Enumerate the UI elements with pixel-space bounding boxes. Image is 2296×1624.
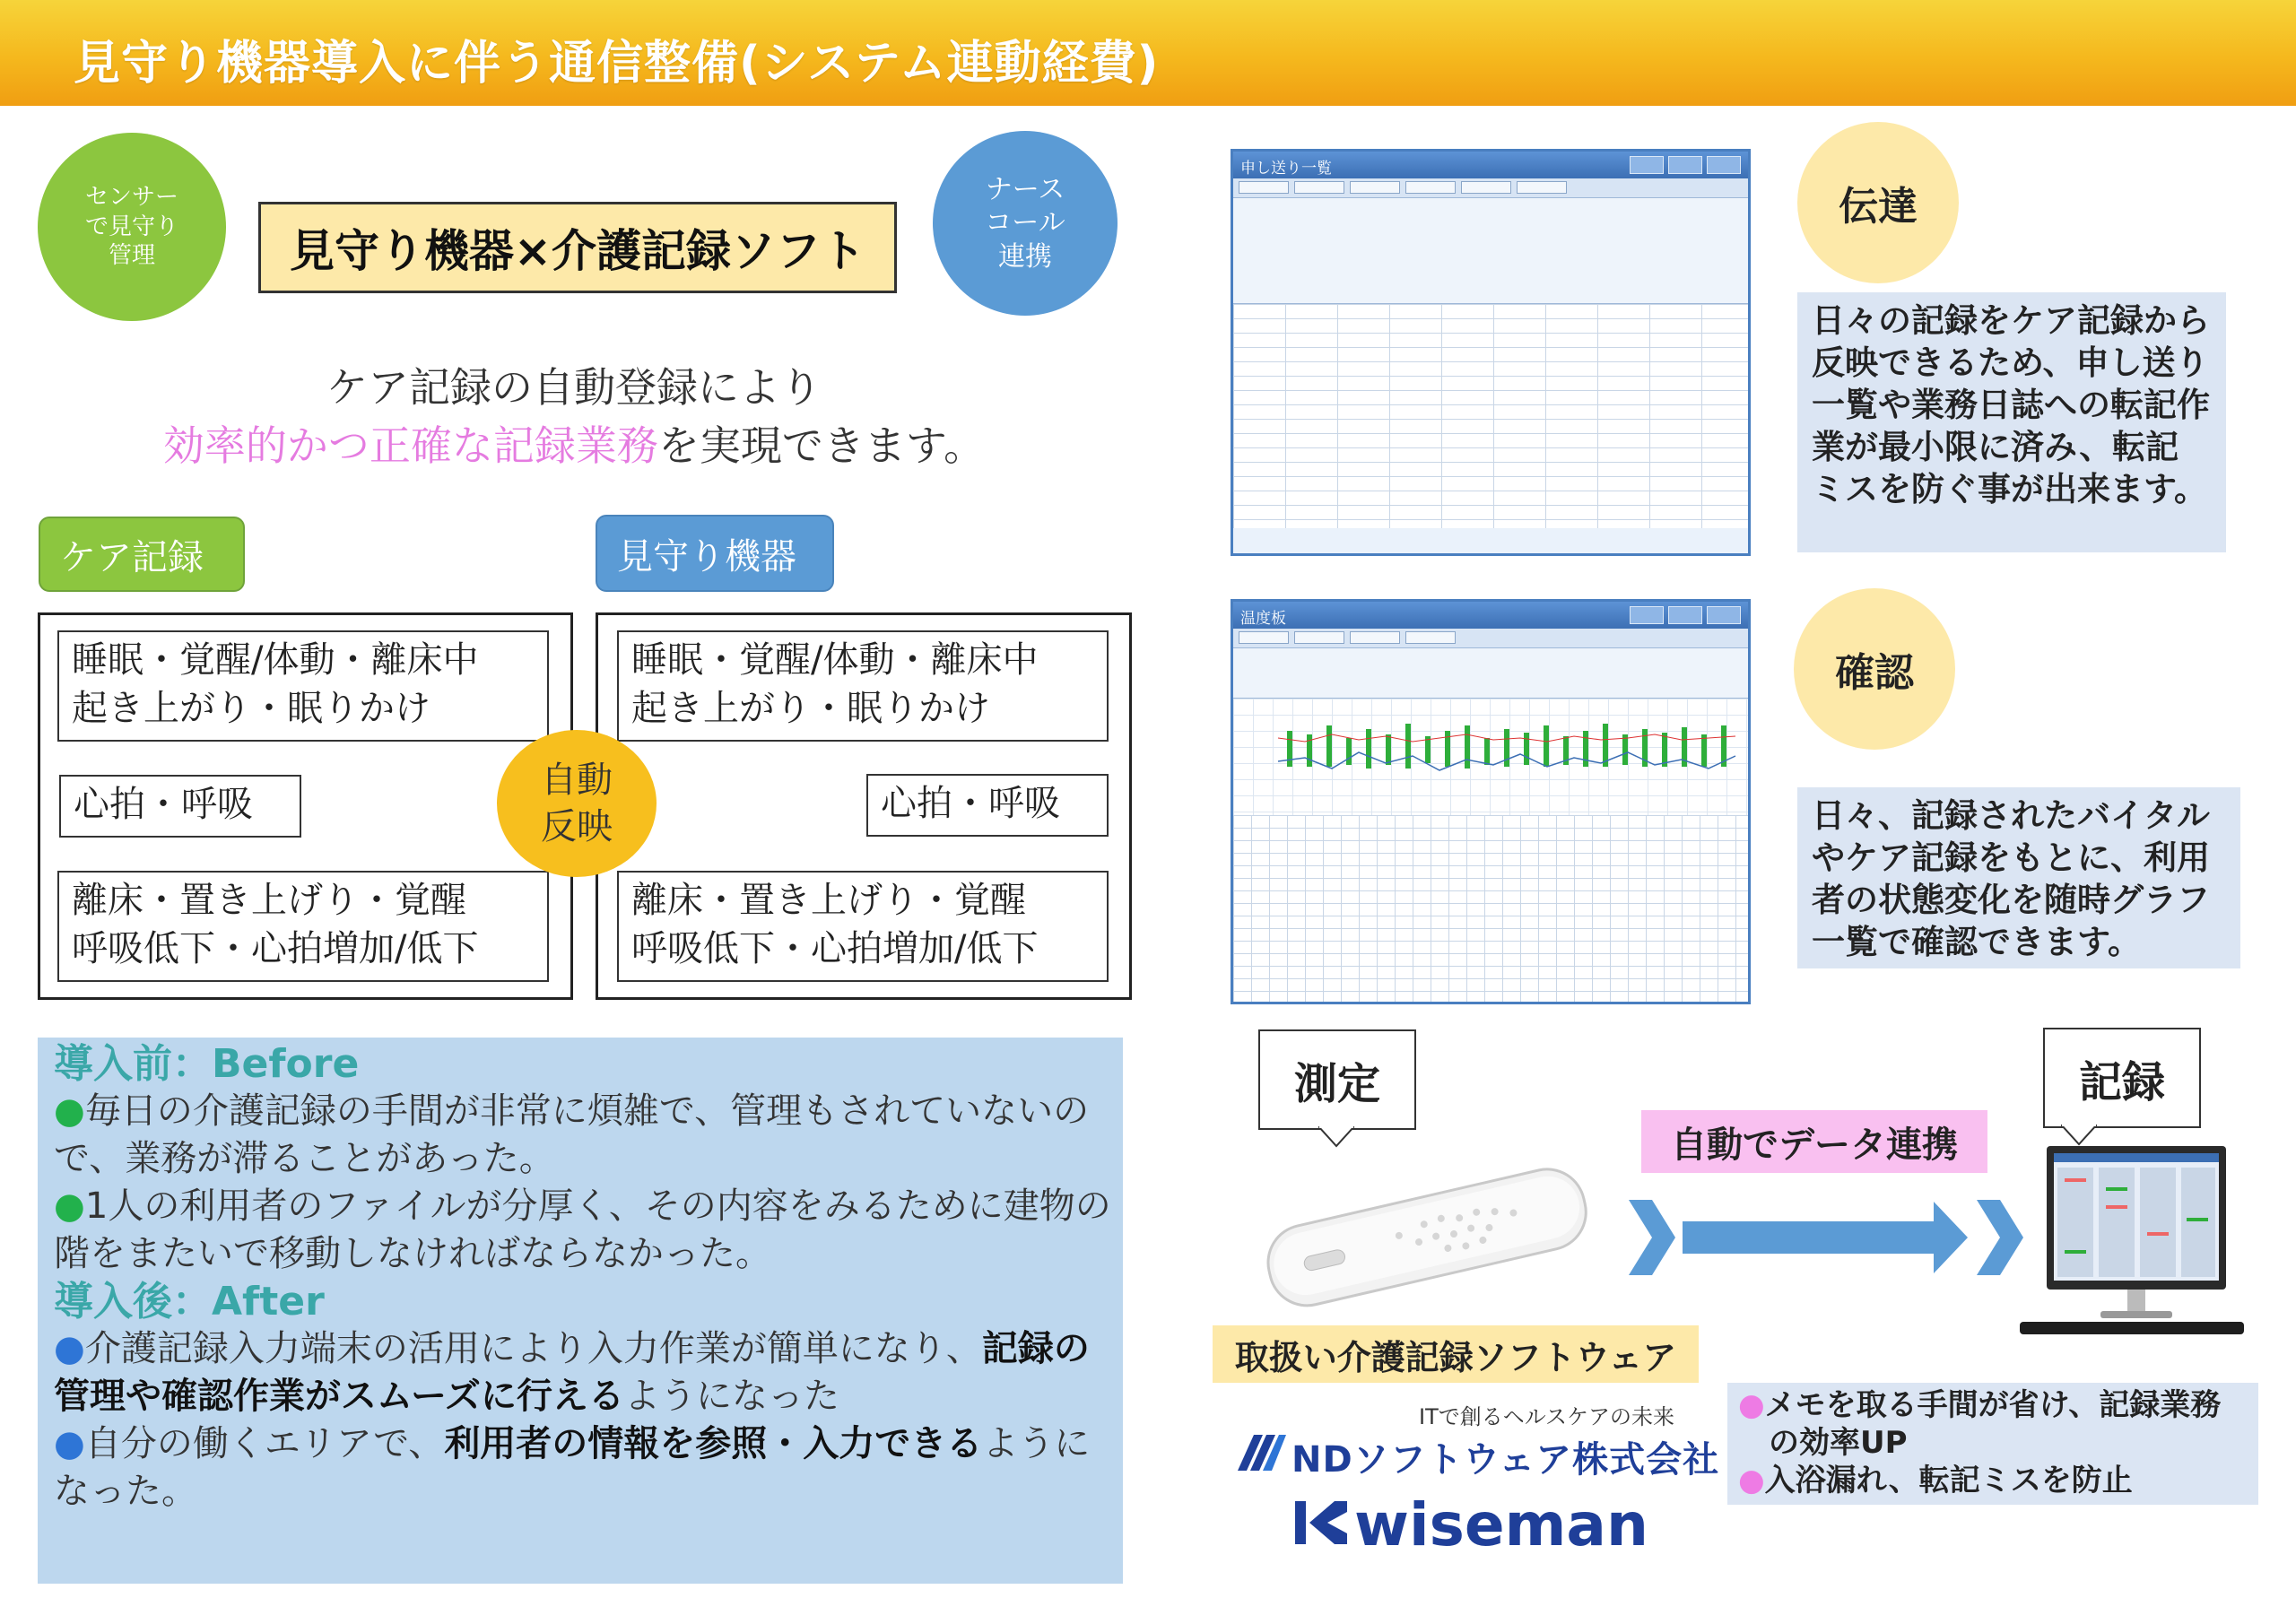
- right-item-sleep-state: [617, 630, 1109, 742]
- intro-line1: ケア記録の自動登録により: [326, 363, 822, 412]
- before-text-1: 毎日の介護記録の手間が非常に煩雑で、管理もされていないので、業務が滞ることがあった。: [54, 1090, 1090, 1179]
- nurse-call-circle: ナース コール 連携: [933, 131, 1118, 316]
- after-bullet-2: [54, 1420, 1112, 1515]
- right-item3-line1: 離床・置き上げり・覚醒: [631, 880, 1026, 921]
- nd-logo-icon: [1238, 1431, 1286, 1472]
- nd-software-company: NDソフトウェア株式会社: [1292, 1439, 1720, 1481]
- after-text-2b: 利用者の情報を参照・入力できる: [444, 1423, 983, 1464]
- intro-highlight: 効率的かつ正確な記録業務: [162, 421, 658, 471]
- before-text-2: 1人の利用者のファイルが分厚く、その内容をみるために建物の階をまたいで移動しなければならなかった。: [54, 1185, 1111, 1274]
- handover-list-screenshot: [1231, 149, 1751, 556]
- blue-bullet-icon: ●: [54, 1328, 85, 1369]
- transmit-description: 日々の記録をケア記録から反映できるため、申し送り一覧や業務日誌への転記作業が最小限に済み、転記ミスを防ぐ事が出来ます。: [1797, 292, 2226, 552]
- intro-text: [54, 359, 1094, 476]
- vitals-graph: [1233, 699, 1748, 815]
- screenshot-grid: [1233, 304, 1748, 528]
- transmit-circle: 伝達: [1797, 122, 1959, 283]
- before-after-content: [54, 1040, 1112, 1515]
- memo-line1: [1738, 1386, 2248, 1424]
- after-text-2c: ようになった。: [54, 1423, 1091, 1512]
- before-heading: 導入前：Before: [54, 1041, 360, 1087]
- data-link-arrow-icon: [1629, 1193, 2023, 1282]
- screenshot-form: [1233, 648, 1748, 699]
- software-label: 取扱い介護記録ソフトウェア: [1213, 1325, 1699, 1383]
- after-heading: 導入後：After: [54, 1279, 325, 1324]
- confirm-description: 日々、記録されたバイタルやケア記録をもとに、利用者の状態変化を随時グラフ一覧で確認できます。: [1797, 787, 2240, 968]
- memo-text-3: 入浴漏れ、転記ミスを防止: [1764, 1463, 2133, 1498]
- screenshot-toolbar: [1233, 178, 1748, 198]
- window-buttons: [1630, 606, 1741, 624]
- temperature-board-screenshot: [1231, 599, 1751, 1004]
- after-text-1b: 記録の管理や確認作業がスムーズに行える: [54, 1328, 1090, 1417]
- benefits-memo: [1727, 1383, 2258, 1505]
- care-record-tab: ケア記録: [39, 517, 245, 592]
- green-bullet-icon: ●: [54, 1185, 85, 1227]
- confirm-circle: 確認: [1794, 588, 1955, 750]
- record-callout: 記録: [2043, 1028, 2201, 1128]
- after-bullet-1: [54, 1325, 1112, 1420]
- memo-line2: の効率UP: [1769, 1425, 1908, 1461]
- vitals-table: [1233, 815, 1748, 1004]
- screenshot1-title: 申し送り一覧: [1240, 160, 1332, 178]
- main-title-box: 見守り機器×介護記録ソフト: [258, 202, 897, 293]
- sensor-pad-icon: [1247, 1152, 1605, 1314]
- left-item-sleep-state: [57, 630, 549, 742]
- left-item-alerts: [57, 871, 549, 982]
- vitals-graph-svg: [1233, 699, 1748, 815]
- monitoring-device-tab: 見守り機器: [596, 515, 834, 592]
- after-text-2a: 自分の働くエリアで、: [84, 1423, 445, 1464]
- window-buttons: [1630, 156, 1741, 174]
- screenshot-title-bar: [1233, 602, 1748, 629]
- green-bullet-icon: ●: [54, 1090, 85, 1132]
- right-item1-line1: 睡眠・覚醒/体動・離床中: [631, 639, 1039, 681]
- auto-reflect-circle: 自動 反映: [497, 730, 657, 877]
- left-item3-line2: 呼吸低下・心拍増加/低下: [72, 928, 479, 969]
- left-item1-line2: 起き上がり・眠りかけ: [72, 688, 430, 729]
- right-item-alerts: [617, 871, 1109, 982]
- auto-data-link-label: 自動でデータ連携: [1641, 1110, 1987, 1173]
- sensor-circle: センサー で見守り 管理: [38, 133, 226, 321]
- after-text-1c: ようになった: [624, 1376, 839, 1417]
- pink-bullet-icon: ●: [1738, 1463, 1765, 1498]
- left-item-vitals: 心拍・呼吸: [59, 775, 301, 838]
- screenshot-form: [1233, 198, 1748, 304]
- memo-line3: [1738, 1462, 2248, 1499]
- left-item1-line1: 睡眠・覚醒/体動・離床中: [72, 639, 479, 681]
- intro-line2-rest: を実現できます。: [657, 421, 986, 471]
- screenshot2-title: 温度板: [1240, 610, 1286, 628]
- right-item1-line2: 起き上がり・眠りかけ: [631, 688, 990, 729]
- nd-tagline: ITで創るヘルスケアの未来: [1419, 1404, 1675, 1429]
- left-item3-line1: 離床・置き上げり・覚醒: [72, 880, 466, 921]
- screenshot-toolbar: [1233, 629, 1748, 648]
- page-title: 見守り機器導入に伴う通信整備(システム連動経費): [74, 37, 1160, 91]
- computer-monitor-icon: [2020, 1142, 2253, 1340]
- before-bullet-2: [54, 1183, 1112, 1278]
- pink-bullet-icon: ●: [1738, 1387, 1765, 1423]
- intro-line2: [54, 417, 1094, 475]
- wiseman-logo-icon: [1295, 1498, 1349, 1548]
- after-text-1a: 介護記録入力端末の活用により入力作業が簡単になり、: [84, 1328, 982, 1369]
- measure-callout: 測定: [1258, 1029, 1416, 1130]
- memo-text-1: メモを取る手間が省け、記録業務: [1764, 1387, 2222, 1423]
- before-bullet-1: [54, 1088, 1112, 1183]
- vitals-bars: [1287, 724, 1726, 769]
- right-item3-line2: 呼吸低下・心拍増加/低下: [631, 928, 1039, 969]
- screenshot-title-bar: [1233, 152, 1748, 178]
- measure-callout-pointer: [1318, 1126, 1354, 1148]
- blue-bullet-icon: ●: [54, 1423, 85, 1464]
- wiseman-brand: wiseman: [1354, 1490, 1648, 1559]
- right-item-vitals: 心拍・呼吸: [866, 774, 1109, 837]
